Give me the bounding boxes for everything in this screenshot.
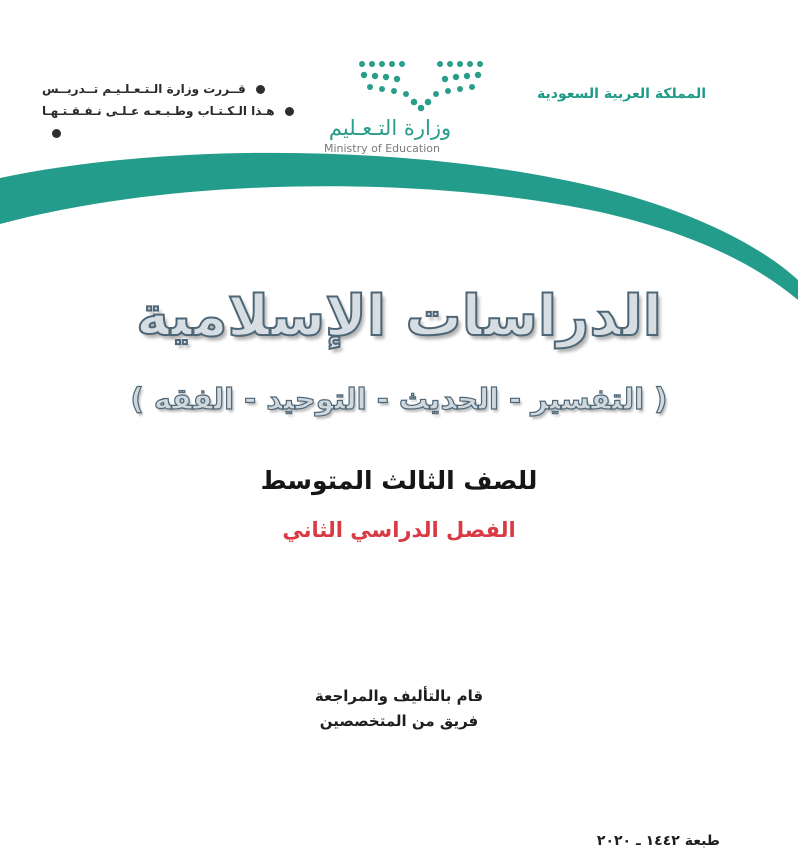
bullet-icon — [52, 129, 61, 138]
book-title: الدراسات الإسلامية — [136, 284, 662, 349]
decorative-swoosh — [0, 150, 798, 300]
ministry-name-english: Ministry of Education — [323, 142, 440, 155]
bullet-icon — [256, 85, 265, 94]
approval-note-line — [42, 80, 272, 98]
ministry-dots-icon — [356, 58, 486, 112]
approval-note-text: هـذا الـكـتـاب وطـبـعـه عـلـى نـفـقـتـهـا — [42, 104, 275, 118]
country-name: المملكة العربية السعودية — [537, 86, 706, 102]
approval-note-line — [42, 102, 275, 120]
book-subtitle: ( التفسير - الحديث - التوحيد - الفقه ) — [130, 382, 668, 416]
credits-line: فريق من المتخصصين — [319, 712, 479, 730]
grade-level: للصف الثالث المتوسط — [260, 466, 538, 495]
edition-label: طبعة ١٤٤٢ ـ ٢٠٢٠ — [596, 833, 720, 849]
approval-note — [42, 80, 275, 146]
semester-label: الفصل الدراسي الثاني — [282, 518, 516, 542]
approval-note-line — [42, 124, 272, 142]
credits-line: قام بالتأليف والمراجعة — [314, 687, 484, 705]
approval-note-text: قــررت وزارة الـتـعـلـيـم تــدريــس — [42, 82, 246, 96]
ministry-logo — [290, 58, 490, 158]
ministry-name-arabic: وزارة التـعـليم — [328, 116, 452, 140]
credits — [0, 684, 798, 734]
